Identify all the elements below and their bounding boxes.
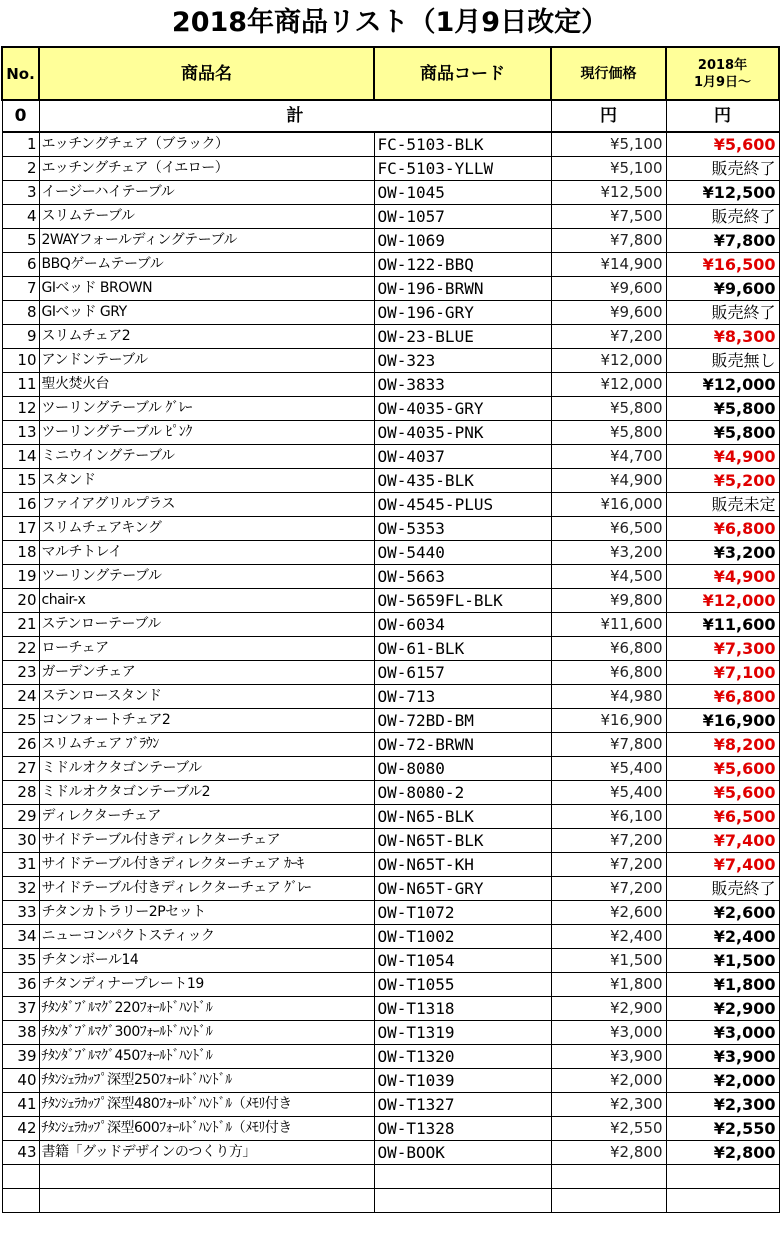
row-no: 16 — [2, 493, 39, 517]
new-price: ¥8,200 — [666, 733, 779, 757]
current-price: ¥7,200 — [551, 853, 666, 877]
empty-cell — [39, 1189, 374, 1213]
table-row — [2, 493, 779, 517]
product-table — [1, 46, 780, 1213]
current-price: ¥4,700 — [551, 445, 666, 469]
new-price: ¥7,300 — [666, 637, 779, 661]
current-price: ¥2,600 — [551, 901, 666, 925]
row-no: 13 — [2, 421, 39, 445]
new-price: ¥2,000 — [666, 1069, 779, 1093]
new-price: ¥4,900 — [666, 445, 779, 469]
row-no: 25 — [2, 709, 39, 733]
row-no: 7 — [2, 277, 39, 301]
product-code: OW-5663 — [374, 565, 551, 589]
product-name: ステンローテーブル — [39, 613, 374, 637]
header-name: 商品名 — [39, 47, 374, 100]
row-no: 28 — [2, 781, 39, 805]
product-name: スリムチェア2 — [39, 325, 374, 349]
current-price: ¥16,900 — [551, 709, 666, 733]
product-name: スリムチェア ﾌﾞﾗｳﾝ — [39, 733, 374, 757]
new-price: ¥2,300 — [666, 1093, 779, 1117]
row-no: 40 — [2, 1069, 39, 1093]
product-code: OW-6157 — [374, 661, 551, 685]
new-price: ¥7,400 — [666, 853, 779, 877]
current-price: ¥2,300 — [551, 1093, 666, 1117]
product-code: OW-T1327 — [374, 1093, 551, 1117]
product-name: ﾁﾀﾝｼｪﾗｶｯﾌﾟ深型480ﾌｫｰﾙﾄﾞﾊﾝﾄﾞﾙ（ﾒﾓﾘ付き — [39, 1093, 374, 1117]
product-code: OW-196-BRWN — [374, 277, 551, 301]
table-row — [2, 733, 779, 757]
row-no: 14 — [2, 445, 39, 469]
header-price: 現行価格 — [551, 47, 666, 100]
empty-row — [2, 1189, 779, 1213]
header-row — [2, 47, 779, 100]
empty-cell — [666, 1165, 779, 1189]
row-no: 10 — [2, 349, 39, 373]
new-price: 販売終了 — [666, 157, 779, 181]
current-price: ¥2,800 — [551, 1141, 666, 1165]
product-code: OW-BOOK — [374, 1141, 551, 1165]
product-code: OW-5440 — [374, 541, 551, 565]
table-row — [2, 205, 779, 229]
product-name: チタンディナープレート19 — [39, 973, 374, 997]
table-row — [2, 277, 779, 301]
empty-cell — [39, 1165, 374, 1189]
current-price: ¥5,400 — [551, 757, 666, 781]
current-price: ¥14,900 — [551, 253, 666, 277]
current-price: ¥7,200 — [551, 829, 666, 853]
product-code: OW-8080 — [374, 757, 551, 781]
product-code: OW-6034 — [374, 613, 551, 637]
table-row — [2, 301, 779, 325]
product-name: イージーハイテーブル — [39, 181, 374, 205]
empty-cell — [2, 1189, 39, 1213]
current-price: ¥11,600 — [551, 613, 666, 637]
row-no: 31 — [2, 853, 39, 877]
product-name: エッチングチェア（イエロー） — [39, 157, 374, 181]
product-code: OW-1045 — [374, 181, 551, 205]
row-no: 4 — [2, 205, 39, 229]
table-row — [2, 805, 779, 829]
product-name: chair-x — [39, 589, 374, 613]
product-code: OW-23-BLUE — [374, 325, 551, 349]
new-price: ¥5,800 — [666, 397, 779, 421]
product-code: OW-4035-PNK — [374, 421, 551, 445]
product-code: OW-3833 — [374, 373, 551, 397]
current-price: ¥7,800 — [551, 733, 666, 757]
new-price: ¥4,900 — [666, 565, 779, 589]
table-row — [2, 757, 779, 781]
new-price: ¥7,800 — [666, 229, 779, 253]
new-price: ¥5,200 — [666, 469, 779, 493]
product-name: GIベッド BROWN — [39, 277, 374, 301]
product-code: OW-T1002 — [374, 925, 551, 949]
current-price: ¥6,100 — [551, 805, 666, 829]
product-code: OW-N65T-BLK — [374, 829, 551, 853]
product-name: ツーリングテーブル ﾋﾟﾝｸ — [39, 421, 374, 445]
table-row — [2, 253, 779, 277]
empty-cell — [551, 1189, 666, 1213]
new-price: ¥1,500 — [666, 949, 779, 973]
product-code: OW-1057 — [374, 205, 551, 229]
product-name: ﾁﾀﾝｼｪﾗｶｯﾌﾟ深型250ﾌｫｰﾙﾄﾞﾊﾝﾄﾞﾙ — [39, 1069, 374, 1093]
row-no: 39 — [2, 1045, 39, 1069]
table-row — [2, 589, 779, 613]
current-price: ¥4,980 — [551, 685, 666, 709]
product-code: OW-T1319 — [374, 1021, 551, 1045]
current-price: ¥9,600 — [551, 301, 666, 325]
row-no: 1 — [2, 132, 39, 157]
header-new-price — [666, 47, 779, 100]
current-price: ¥6,800 — [551, 637, 666, 661]
table-row — [2, 901, 779, 925]
current-price: ¥5,100 — [551, 157, 666, 181]
empty-cell — [551, 1165, 666, 1189]
summary-label: 計 — [39, 100, 551, 132]
row-no: 22 — [2, 637, 39, 661]
product-name: ローチェア — [39, 637, 374, 661]
row-no: 17 — [2, 517, 39, 541]
empty-row — [2, 1165, 779, 1189]
new-price: ¥2,900 — [666, 997, 779, 1021]
header-new-line2: 1月9日～ — [693, 74, 752, 90]
current-price: ¥7,200 — [551, 325, 666, 349]
product-name: 2WAYフォールディングテーブル — [39, 229, 374, 253]
product-name: ﾁﾀﾝｼｪﾗｶｯﾌﾟ深型600ﾌｫｰﾙﾄﾞﾊﾝﾄﾞﾙ（ﾒﾓﾘ付き — [39, 1117, 374, 1141]
product-name: ステンロースタンド — [39, 685, 374, 709]
new-price: ¥9,600 — [666, 277, 779, 301]
current-price: ¥7,500 — [551, 205, 666, 229]
product-name: スリムチェアキング — [39, 517, 374, 541]
table-row — [2, 565, 779, 589]
product-code: OW-N65-BLK — [374, 805, 551, 829]
row-no: 9 — [2, 325, 39, 349]
product-code: FC-5103-YLLW — [374, 157, 551, 181]
product-name: サイドテーブル付きディレクターチェア ｶｰｷ — [39, 853, 374, 877]
product-code: OW-4035-GRY — [374, 397, 551, 421]
current-price: ¥12,000 — [551, 373, 666, 397]
product-name: ﾁﾀﾝﾀﾞﾌﾞﾙﾏｸﾞ450ﾌｫｰﾙﾄﾞﾊﾝﾄﾞﾙ — [39, 1045, 374, 1069]
product-code: OW-4545-PLUS — [374, 493, 551, 517]
product-name: BBQゲームテーブル — [39, 253, 374, 277]
row-no: 2 — [2, 157, 39, 181]
row-no: 42 — [2, 1117, 39, 1141]
new-price: ¥2,800 — [666, 1141, 779, 1165]
current-price: ¥2,550 — [551, 1117, 666, 1141]
product-name: サイドテーブル付きディレクターチェア ｸﾞﾚｰ — [39, 877, 374, 901]
row-no: 26 — [2, 733, 39, 757]
current-price: ¥5,800 — [551, 397, 666, 421]
current-price: ¥5,400 — [551, 781, 666, 805]
product-code: OW-4037 — [374, 445, 551, 469]
current-price: ¥3,900 — [551, 1045, 666, 1069]
new-price: ¥1,800 — [666, 973, 779, 997]
current-price: ¥1,500 — [551, 949, 666, 973]
table-row — [2, 685, 779, 709]
product-code: OW-T1328 — [374, 1117, 551, 1141]
new-price: ¥11,600 — [666, 613, 779, 637]
new-price: 販売終了 — [666, 301, 779, 325]
summary-new-unit: 円 — [666, 100, 779, 132]
product-code: OW-T1055 — [374, 973, 551, 997]
table-row — [2, 997, 779, 1021]
new-price: 販売未定 — [666, 493, 779, 517]
product-name: スリムテーブル — [39, 205, 374, 229]
product-code: OW-T1072 — [374, 901, 551, 925]
current-price: ¥12,000 — [551, 349, 666, 373]
new-price: ¥6,500 — [666, 805, 779, 829]
product-name: ツーリングテーブル ｸﾞﾚｰ — [39, 397, 374, 421]
row-no: 32 — [2, 877, 39, 901]
current-price: ¥2,400 — [551, 925, 666, 949]
row-no: 20 — [2, 589, 39, 613]
row-no: 38 — [2, 1021, 39, 1045]
empty-cell — [374, 1189, 551, 1213]
new-price: ¥12,000 — [666, 589, 779, 613]
product-name: ファイアグリルプラス — [39, 493, 374, 517]
product-code: OW-T1054 — [374, 949, 551, 973]
new-price: ¥12,500 — [666, 181, 779, 205]
row-no: 41 — [2, 1093, 39, 1117]
table-row — [2, 853, 779, 877]
table-row — [2, 1117, 779, 1141]
product-name: 聖火焚火台 — [39, 373, 374, 397]
table-row — [2, 949, 779, 973]
product-name: サイドテーブル付きディレクターチェア — [39, 829, 374, 853]
product-name: スタンド — [39, 469, 374, 493]
new-price: ¥6,800 — [666, 517, 779, 541]
product-name: ディレクターチェア — [39, 805, 374, 829]
table-row — [2, 325, 779, 349]
new-price: ¥7,400 — [666, 829, 779, 853]
empty-cell — [2, 1165, 39, 1189]
row-no: 43 — [2, 1141, 39, 1165]
table-row — [2, 1141, 779, 1165]
product-name: コンフォートチェア2 — [39, 709, 374, 733]
row-no: 30 — [2, 829, 39, 853]
row-no: 33 — [2, 901, 39, 925]
current-price: ¥1,800 — [551, 973, 666, 997]
product-code: OW-5353 — [374, 517, 551, 541]
product-table-body — [2, 47, 779, 1213]
new-price: ¥5,800 — [666, 421, 779, 445]
row-no: 19 — [2, 565, 39, 589]
current-price: ¥12,500 — [551, 181, 666, 205]
table-row — [2, 229, 779, 253]
new-price: ¥7,100 — [666, 661, 779, 685]
table-row — [2, 877, 779, 901]
current-price: ¥3,000 — [551, 1021, 666, 1045]
new-price: ¥5,600 — [666, 781, 779, 805]
table-row — [2, 973, 779, 997]
table-row — [2, 132, 779, 157]
current-price: ¥2,000 — [551, 1069, 666, 1093]
new-price: ¥2,600 — [666, 901, 779, 925]
current-price: ¥5,100 — [551, 132, 666, 157]
new-price: ¥16,900 — [666, 709, 779, 733]
row-no: 12 — [2, 397, 39, 421]
header-new-line1: 2018年 — [697, 57, 748, 73]
product-code: OW-435-BLK — [374, 469, 551, 493]
table-row — [2, 517, 779, 541]
product-name: ミニウイングテーブル — [39, 445, 374, 469]
current-price: ¥3,200 — [551, 541, 666, 565]
empty-cell — [666, 1189, 779, 1213]
product-name: エッチングチェア（ブラック） — [39, 132, 374, 157]
table-row — [2, 1021, 779, 1045]
current-price: ¥7,200 — [551, 877, 666, 901]
product-code: OW-72-BRWN — [374, 733, 551, 757]
product-code: OW-122-BBQ — [374, 253, 551, 277]
row-no: 36 — [2, 973, 39, 997]
current-price: ¥16,000 — [551, 493, 666, 517]
product-code: OW-196-GRY — [374, 301, 551, 325]
new-price: ¥5,600 — [666, 132, 779, 157]
product-code: OW-1069 — [374, 229, 551, 253]
new-price: ¥12,000 — [666, 373, 779, 397]
product-code: OW-T1318 — [374, 997, 551, 1021]
current-price: ¥4,900 — [551, 469, 666, 493]
row-no: 18 — [2, 541, 39, 565]
row-no: 8 — [2, 301, 39, 325]
current-price: ¥6,800 — [551, 661, 666, 685]
table-row — [2, 469, 779, 493]
row-no: 15 — [2, 469, 39, 493]
product-name: アンドンテーブル — [39, 349, 374, 373]
product-name: チタンボール14 — [39, 949, 374, 973]
empty-cell — [374, 1165, 551, 1189]
current-price: ¥4,500 — [551, 565, 666, 589]
product-code: OW-T1039 — [374, 1069, 551, 1093]
table-row — [2, 925, 779, 949]
product-name: GIベッド GRY — [39, 301, 374, 325]
product-name: ﾁﾀﾝﾀﾞﾌﾞﾙﾏｸﾞ220ﾌｫｰﾙﾄﾞﾊﾝﾄﾞﾙ — [39, 997, 374, 1021]
row-no: 23 — [2, 661, 39, 685]
current-price: ¥9,800 — [551, 589, 666, 613]
row-no: 3 — [2, 181, 39, 205]
product-name: ミドルオクタゴンテーブル2 — [39, 781, 374, 805]
product-name: ミドルオクタゴンテーブル — [39, 757, 374, 781]
table-row — [2, 1069, 779, 1093]
product-code: OW-61-BLK — [374, 637, 551, 661]
new-price: ¥6,800 — [666, 685, 779, 709]
new-price: ¥3,900 — [666, 1045, 779, 1069]
product-code: OW-713 — [374, 685, 551, 709]
table-row — [2, 1093, 779, 1117]
table-row — [2, 661, 779, 685]
row-no: 24 — [2, 685, 39, 709]
current-price: ¥5,800 — [551, 421, 666, 445]
product-code: OW-N65T-KH — [374, 853, 551, 877]
table-row — [2, 349, 779, 373]
product-code: FC-5103-BLK — [374, 132, 551, 157]
new-price: ¥5,600 — [666, 757, 779, 781]
row-no: 34 — [2, 925, 39, 949]
current-price: ¥9,600 — [551, 277, 666, 301]
product-code: OW-T1320 — [374, 1045, 551, 1069]
product-code: OW-8080-2 — [374, 781, 551, 805]
table-row — [2, 445, 779, 469]
current-price: ¥6,500 — [551, 517, 666, 541]
new-price: ¥8,300 — [666, 325, 779, 349]
header-no: No. — [2, 47, 39, 100]
row-no: 35 — [2, 949, 39, 973]
product-name: ツーリングテーブル — [39, 565, 374, 589]
row-no: 5 — [2, 229, 39, 253]
product-name: ニューコンパクトスティック — [39, 925, 374, 949]
new-price: 販売終了 — [666, 205, 779, 229]
summary-price-unit: 円 — [551, 100, 666, 132]
table-row — [2, 397, 779, 421]
row-no: 37 — [2, 997, 39, 1021]
row-no: 11 — [2, 373, 39, 397]
new-price: ¥3,200 — [666, 541, 779, 565]
new-price: ¥2,400 — [666, 925, 779, 949]
row-no: 29 — [2, 805, 39, 829]
table-row — [2, 181, 779, 205]
product-code: OW-72BD-BM — [374, 709, 551, 733]
row-no: 27 — [2, 757, 39, 781]
summary-no: 0 — [2, 100, 39, 132]
summary-row — [2, 100, 779, 132]
table-row — [2, 541, 779, 565]
new-price: 販売無し — [666, 349, 779, 373]
table-row — [2, 781, 779, 805]
product-code: OW-N65T-GRY — [374, 877, 551, 901]
table-row — [2, 421, 779, 445]
new-price: ¥3,000 — [666, 1021, 779, 1045]
table-row — [2, 373, 779, 397]
table-row — [2, 829, 779, 853]
new-price: 販売終了 — [666, 877, 779, 901]
table-row — [2, 1045, 779, 1069]
product-name: ガーデンチェア — [39, 661, 374, 685]
product-name: マルチトレイ — [39, 541, 374, 565]
table-row — [2, 709, 779, 733]
product-name: ﾁﾀﾝﾀﾞﾌﾞﾙﾏｸﾞ300ﾌｫｰﾙﾄﾞﾊﾝﾄﾞﾙ — [39, 1021, 374, 1045]
current-price: ¥7,800 — [551, 229, 666, 253]
product-code: OW-5659FL-BLK — [374, 589, 551, 613]
row-no: 6 — [2, 253, 39, 277]
current-price: ¥2,900 — [551, 997, 666, 1021]
table-row — [2, 157, 779, 181]
new-price: ¥2,550 — [666, 1117, 779, 1141]
product-name: 書籍「グッドデザインのつくり方」 — [39, 1141, 374, 1165]
table-row — [2, 613, 779, 637]
table-row — [2, 637, 779, 661]
header-code: 商品コード — [374, 47, 551, 100]
product-name: チタンカトラリー2Pセット — [39, 901, 374, 925]
row-no: 21 — [2, 613, 39, 637]
product-code: OW-323 — [374, 349, 551, 373]
page-title: 2018年商品リスト（1月9日改定） — [171, 7, 609, 38]
new-price: ¥16,500 — [666, 253, 779, 277]
